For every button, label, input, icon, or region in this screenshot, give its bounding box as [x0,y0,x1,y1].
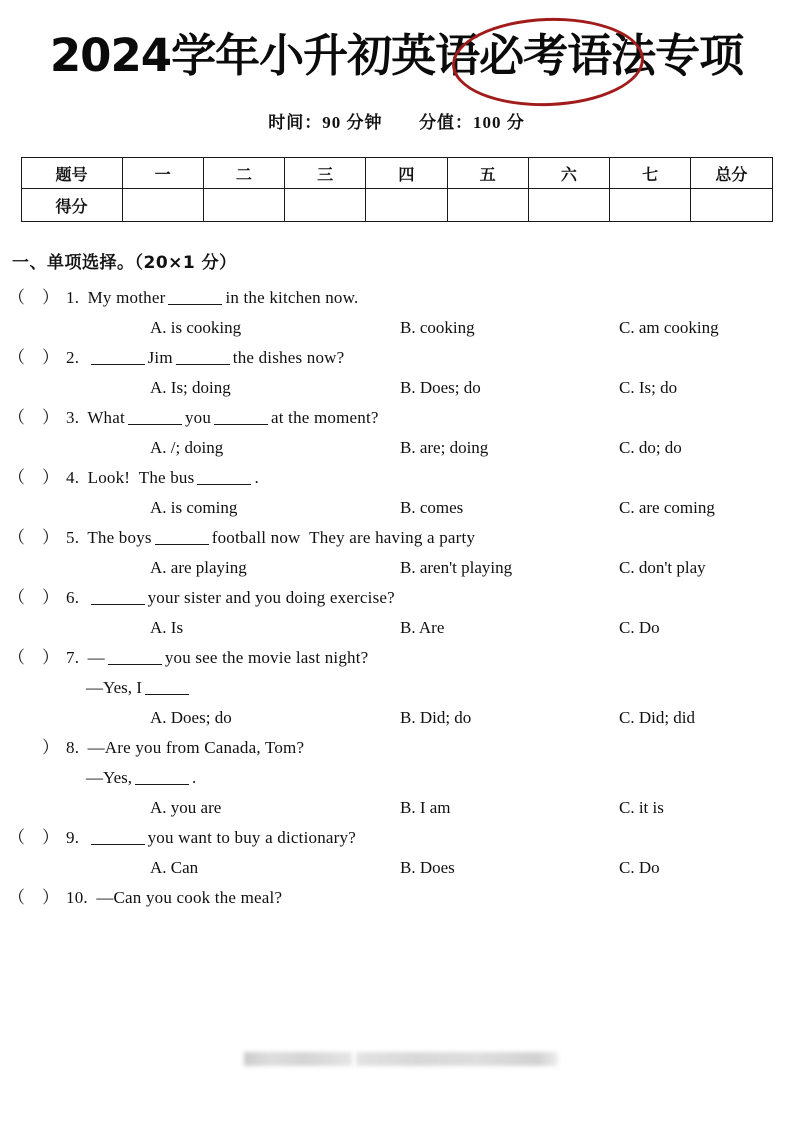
answer-paren-close-9: ） [42,828,60,847]
answer-paren-open-9: （ [8,828,26,847]
question-reply-7: —Yes, I [86,678,142,697]
option-a-7[interactable]: A. Does; do [150,708,232,727]
option-c-7[interactable]: C. Did; did [619,708,696,727]
question-number-5: 5. [66,528,80,547]
question-text-8: —Are you from Canada, Tom? [87,738,305,757]
option-b-3[interactable]: B. are; doing [400,438,489,457]
option-c-9[interactable]: C. Do [619,858,660,877]
exam-time-label: 时间：90 分钟 [268,113,383,132]
option-b-5[interactable]: B. aren't playing [400,558,513,577]
answer-blank-4a[interactable] [197,484,251,485]
option-a-8[interactable]: A. you are [150,798,222,817]
score-table [21,157,773,222]
answer-paren-open-6: （ [8,588,26,607]
answer-blank-8a[interactable] [135,784,189,785]
question-text-5: The boys [87,528,152,547]
answer-paren-open-4: （ [8,468,26,487]
question-number-8: 8. [66,738,80,757]
answer-blank-9a[interactable] [91,844,145,845]
question-options-4 [0,493,793,523]
option-b-4[interactable]: B. comes [400,498,464,517]
table-cell-section-5: 五 [447,158,528,189]
answer-paren-close-3: ） [42,408,60,427]
answer-paren-open-2: （ [8,348,26,367]
answer-paren-open-5: （ [8,528,26,547]
question-stem-9 [8,823,793,853]
question-text-1b: in the kitchen now. [225,288,359,307]
answer-blank-3b[interactable] [214,424,268,425]
answer-paren-close-4: ） [42,468,60,487]
score-cell-4[interactable] [366,189,447,222]
option-a-9[interactable]: A. Can [150,858,199,877]
option-b-8[interactable]: B. I am [400,798,451,817]
question-subline-8 [86,763,793,793]
row-header-score: 得分 [21,189,122,222]
question-text-4: Look! The bus [87,468,195,487]
question-options-9 [0,853,793,883]
answer-paren-close-5: ） [42,528,60,547]
answer-blank-5a[interactable] [155,544,209,545]
question-stem-8 [42,733,793,763]
question-options-5 [0,553,793,583]
option-a-4[interactable]: A. is coming [150,498,238,517]
question-stem-2 [8,343,793,373]
question-text-10: —Can you cook the meal? [96,888,283,907]
question-text-6: your sister and you doing exercise? [147,588,395,607]
option-c-6[interactable]: C. Do [619,618,660,637]
question-number-7: 7. [66,648,80,667]
option-b-7[interactable]: B. Did; do [400,708,472,727]
option-c-5[interactable]: C. don't play [619,558,706,577]
option-a-2[interactable]: A. Is; doing [150,378,231,397]
question-text-8b: . [192,768,197,787]
question-options-2 [0,373,793,403]
question-number-1: 1. [66,288,80,307]
question-stem-1 [8,283,793,313]
option-b-2[interactable]: B. Does; do [400,378,481,397]
question-item-9 [0,823,793,883]
answer-blank-1a[interactable] [168,304,222,305]
option-c-8[interactable]: C. it is [619,798,664,817]
question-item-4 [0,463,793,523]
question-text-5b: football now They are having a party [211,528,476,547]
question-item-7 [0,643,793,733]
question-number-6: 6. [66,588,80,607]
question-stem-4 [8,463,793,493]
option-a-6[interactable]: A. Is [150,618,184,637]
question-item-2 [0,343,793,403]
score-cell-6[interactable] [528,189,609,222]
option-c-2[interactable]: C. Is; do [619,378,678,397]
row-header-question-number: 题号 [21,158,122,189]
question-number-3: 3. [66,408,80,427]
answer-paren-open-1: （ [8,288,26,307]
section-heading-multiple-choice: 一、单项选择。（20×1 分） [12,253,237,273]
question-text-3: What [87,408,125,427]
question-text-1: My mother [87,288,166,307]
answer-blank-3a[interactable] [128,424,182,425]
question-stem-6 [8,583,793,613]
question-text-7: — [87,648,105,667]
answer-blank-2a[interactable] [91,364,145,365]
question-item-10 [0,883,793,913]
question-item-5 [0,523,793,583]
answer-blank-7b[interactable] [145,694,189,695]
question-item-3 [0,403,793,463]
table-cell-section-7: 七 [610,158,691,189]
question-text-3b: you [184,408,212,427]
question-item-6 [0,583,793,643]
answer-blank-7a[interactable] [108,664,162,665]
question-options-3 [0,433,793,463]
answer-blank-6a[interactable] [91,604,145,605]
table-row-question-numbers [21,158,772,189]
option-b-1[interactable]: B. cooking [400,318,475,337]
answer-paren-close-7: ） [42,648,60,667]
question-item-1 [0,283,793,343]
table-cell-section-4: 四 [366,158,447,189]
question-number-10: 10. [66,888,88,907]
answer-paren-close-2: ） [42,348,60,367]
option-c-4[interactable]: C. are coming [619,498,715,517]
question-item-8 [0,733,793,823]
table-cell-section-1: 一 [122,158,203,189]
option-b-6[interactable]: B. Are [400,618,445,637]
answer-paren-close-6: ） [42,588,60,607]
option-c-1[interactable]: C. am cooking [619,318,719,337]
table-cell-section-3: 三 [285,158,366,189]
question-reply-8: —Yes, [86,768,132,787]
redacted-watermark-band [244,1050,558,1068]
score-cell-7[interactable] [610,189,691,222]
table-cell-section-6: 六 [528,158,609,189]
score-cell-5[interactable] [447,189,528,222]
question-options-1 [0,313,793,343]
question-number-9: 9. [66,828,80,847]
question-text-2b: the dishes now? [232,348,345,367]
question-stem-5 [8,523,793,553]
answer-paren-open-10: （ [8,888,26,907]
option-a-3[interactable]: A. /; doing [150,438,224,457]
answer-paren-open-3: （ [8,408,26,427]
question-stem-3 [8,403,793,433]
exam-total-score-label: 分值：100 分 [419,113,525,132]
question-stem-7 [8,643,793,673]
question-text-3c: at the moment? [271,408,379,427]
redaction-segment-1 [244,1052,352,1066]
title-area [0,0,793,104]
score-cell-total[interactable] [691,189,772,222]
question-number-2: 2. [66,348,80,367]
option-a-1[interactable]: A. is cooking [150,318,242,337]
answer-blank-2b[interactable] [176,364,230,365]
question-subline-7 [86,673,793,703]
score-cell-3[interactable] [285,189,366,222]
table-row-scores [21,189,772,222]
exam-meta-line [0,108,793,133]
score-table-wrapper [21,157,773,222]
option-b-9[interactable]: B. Does [400,858,455,877]
question-options-6 [0,613,793,643]
option-a-5[interactable]: A. are playing [150,558,247,577]
question-text-9: you want to buy a dictionary? [147,828,356,847]
answer-paren-close-1: ） [42,288,60,307]
question-text-2: Jim [147,348,173,367]
answer-paren-open-7: （ [8,648,26,667]
score-cell-1[interactable] [122,189,203,222]
answer-paren-close-8: ） [42,738,60,757]
question-options-7 [0,703,793,733]
table-cell-total: 总分 [691,158,772,189]
question-stem-10 [8,883,793,913]
question-number-4: 4. [66,468,80,487]
redaction-segment-2 [356,1052,558,1066]
table-cell-section-2: 二 [203,158,284,189]
question-list [0,283,793,913]
page-title: 2024学年小升初英语必考语法专项 [49,29,744,82]
option-c-3[interactable]: C. do; do [619,438,682,457]
question-options-8 [0,793,793,823]
question-text-4b: . [254,468,259,487]
question-text-7b: you see the movie last night? [164,648,369,667]
score-cell-2[interactable] [203,189,284,222]
answer-paren-close-10: ） [42,888,60,907]
